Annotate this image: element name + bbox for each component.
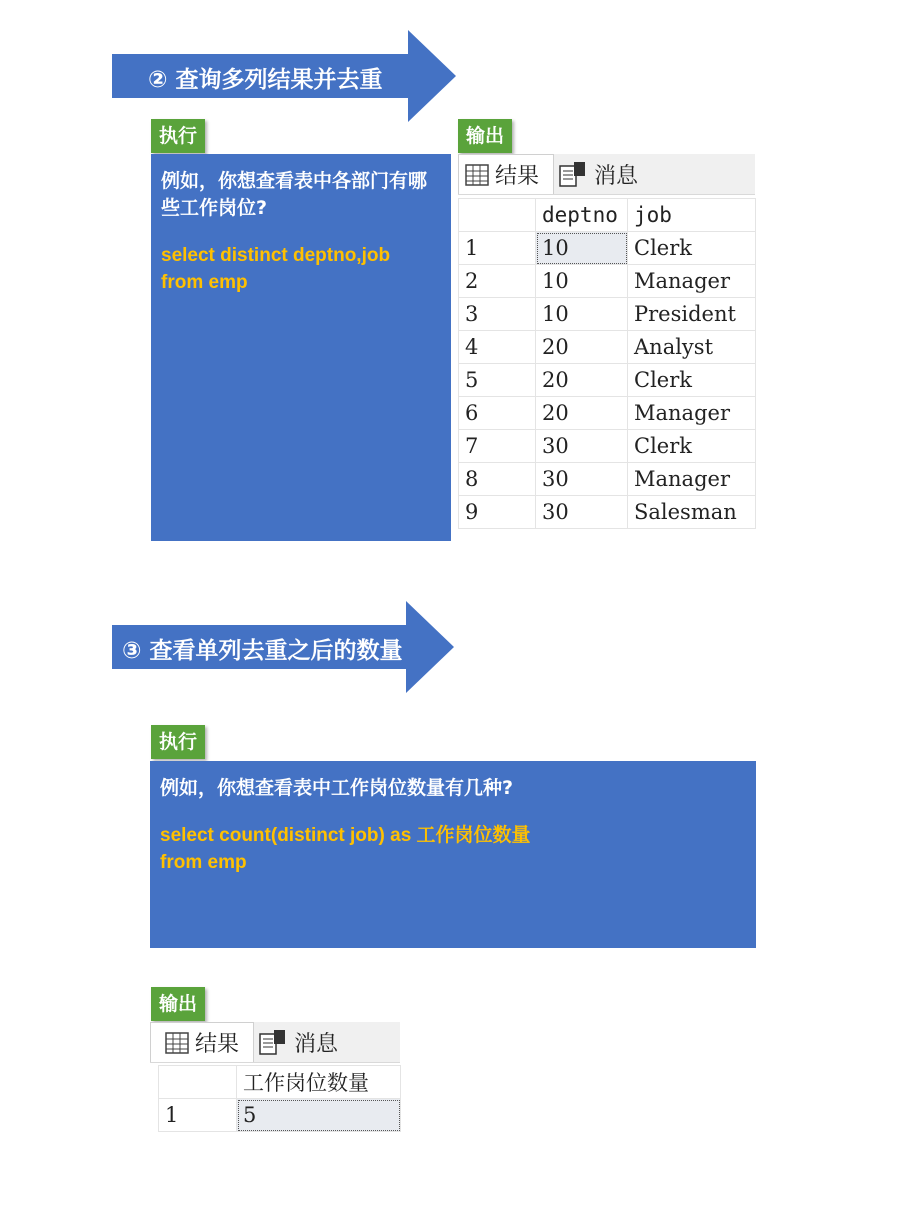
section2-sql-line2: from emp (161, 272, 248, 293)
table-cell[interactable]: 20 (536, 331, 628, 364)
table-cell[interactable]: Salesman (628, 496, 756, 529)
grid-header-row (159, 1066, 401, 1099)
table-cell[interactable]: Analyst (628, 331, 756, 364)
row-number-cell[interactable]: 2 (459, 265, 536, 298)
section3-tab-messages[interactable] (258, 1022, 350, 1062)
table-cell[interactable]: President (628, 298, 756, 331)
table-cell[interactable]: Clerk (628, 232, 756, 265)
table-cell[interactable]: 20 (536, 364, 628, 397)
section2-sql-line1: select distinct deptno,job (161, 245, 391, 266)
table-cell[interactable]: 20 (536, 397, 628, 430)
row-number-cell[interactable]: 1 (459, 232, 536, 265)
section3-output-tag: 输出 (151, 987, 205, 1021)
table-cell[interactable]: Manager (628, 463, 756, 496)
table-row[interactable] (459, 496, 756, 529)
section2-sql (161, 242, 441, 296)
section2-result-tabs (458, 154, 755, 195)
table-cell[interactable]: 30 (536, 496, 628, 529)
section3-tab-results-label: 结果 (195, 1032, 240, 1057)
grid-header-row (459, 199, 756, 232)
column-header[interactable]: job (628, 199, 756, 232)
table-row[interactable] (459, 298, 756, 331)
row-number-cell[interactable]: 3 (459, 298, 536, 331)
section3-result-tabs (150, 1022, 400, 1063)
section3-exec-panel (150, 761, 756, 948)
message-doc-icon (258, 1028, 288, 1056)
grid-icon (165, 1032, 189, 1054)
column-header[interactable]: 工作岗位数量 (237, 1066, 401, 1099)
row-number-cell[interactable]: 7 (459, 430, 536, 463)
column-header[interactable] (459, 199, 536, 232)
section3-tab-results[interactable] (150, 1022, 254, 1062)
grid-icon (465, 164, 489, 186)
row-number-cell[interactable]: 8 (459, 463, 536, 496)
table-row[interactable] (459, 397, 756, 430)
section2-title: ② 查询多列结果并去重 (148, 67, 383, 93)
table-row[interactable] (459, 430, 756, 463)
section3-sql-line1: select count(distinct job) as 工作岗位数量 (160, 825, 531, 846)
section3-tab-messages-label: 消息 (294, 1031, 339, 1057)
section2-question: 例如，你想查看表中各部门有哪些工作岗位? (161, 170, 428, 219)
table-row[interactable] (459, 265, 756, 298)
row-number-cell[interactable]: 1 (159, 1099, 237, 1132)
section3-exec-tag: 执行 (151, 725, 205, 759)
table-row[interactable] (459, 331, 756, 364)
row-number-cell[interactable]: 9 (459, 496, 536, 529)
section3-sql-line2: from emp (160, 852, 247, 873)
section3-sql (160, 822, 746, 876)
table-cell[interactable]: 10 (536, 232, 628, 265)
table-cell[interactable]: Clerk (628, 430, 756, 463)
section2-exec-panel (151, 154, 451, 541)
table-row[interactable] (159, 1099, 401, 1132)
row-number-cell[interactable]: 5 (459, 364, 536, 397)
column-header[interactable]: deptno (536, 199, 628, 232)
section2-exec-tag: 执行 (151, 119, 205, 153)
row-number-cell[interactable]: 4 (459, 331, 536, 364)
section2-tab-results[interactable] (458, 154, 554, 194)
section3-title: ③ 查看单列去重之后的数量 (122, 638, 403, 664)
section3-results-grid (158, 1065, 401, 1132)
row-number-cell[interactable]: 6 (459, 397, 536, 430)
section2-tab-results-label: 结果 (495, 164, 540, 189)
table-cell[interactable]: 10 (536, 265, 628, 298)
table-cell[interactable]: 30 (536, 463, 628, 496)
message-doc-icon (558, 160, 588, 188)
table-row[interactable] (459, 463, 756, 496)
table-cell[interactable]: 30 (536, 430, 628, 463)
section2-results-grid (458, 198, 756, 529)
table-cell[interactable]: 5 (237, 1099, 401, 1132)
table-cell[interactable]: 10 (536, 298, 628, 331)
table-cell[interactable]: Manager (628, 265, 756, 298)
section2-output-tag: 输出 (458, 119, 512, 153)
section3-question: 例如，你想查看表中工作岗位数量有几种? (160, 777, 514, 799)
table-row[interactable] (459, 364, 756, 397)
table-row[interactable] (459, 232, 756, 265)
section2-tab-messages[interactable] (558, 154, 648, 194)
section2-tab-messages-label: 消息 (594, 163, 639, 189)
column-header[interactable] (159, 1066, 237, 1099)
table-cell[interactable]: Clerk (628, 364, 756, 397)
table-cell[interactable]: Manager (628, 397, 756, 430)
